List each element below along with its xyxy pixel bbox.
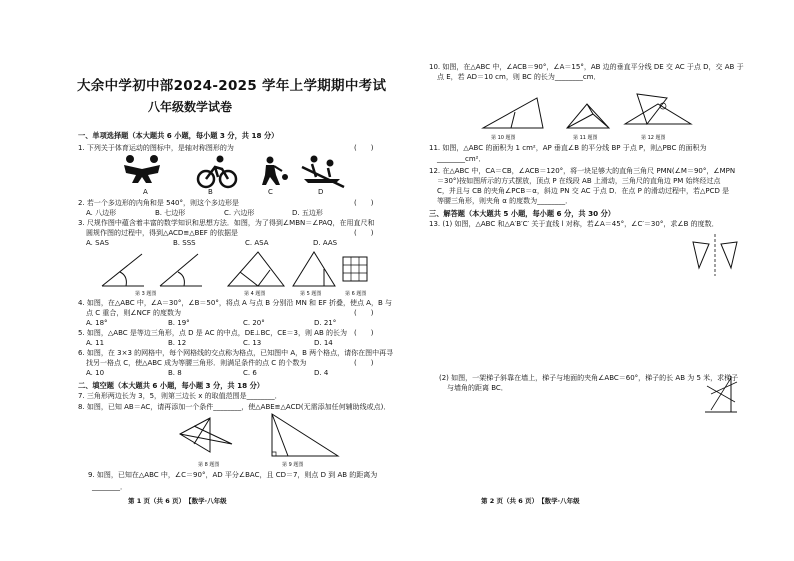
q6-figure-caption: 第 6 题图 xyxy=(345,291,367,297)
q13-part2-text-line2: 与墙角的距离 BC． xyxy=(447,384,508,392)
exam-title: 大余中学初中部2024-2025 学年上学期期中考试 xyxy=(77,78,387,94)
section-3-heading: 三、解答题（本大题共 5 小题，每小题 6 分，共 30 分） xyxy=(429,209,615,218)
q12-text-line2: ＝30°)按如图所示的方式摆放，顶点 P 在线段 AB 上滑动，三角尺的直角边 PM 始终经过点 xyxy=(437,177,721,185)
q6-figure xyxy=(342,256,368,286)
q3-option-c: C. ASA xyxy=(245,239,269,247)
right-page xyxy=(397,0,794,561)
q12-text-line3: C，并且与 CB 的夹角∠PCB＝α，斜边 PN 交 AC 于点 D．在点 P 的滑动过程中，若△PCD 是 xyxy=(437,187,730,195)
q4-text-line1: 4. 如图，在△ABC 中，∠A＝30°，∠B＝50°，将点 A 与点 B 分别沿 MN 和 EF 折叠，使点 A，B 与 xyxy=(78,299,392,307)
q1-label-c: C xyxy=(268,188,273,196)
page-2-footer: 第 2 页（共 6 页） 【数学·八年级 xyxy=(481,497,580,505)
q3-answer-paren: ( ) xyxy=(354,229,374,237)
q6-answer-paren: ( ) xyxy=(354,359,374,367)
q6-text-line1: 6. 如图，在 3×3 的网格中，每个网格线的交点称为格点，已知图中 A，B 两个格点，请你在图中再寻 xyxy=(78,349,394,357)
q6-option-a: A. 10 xyxy=(86,369,105,377)
page-1-footer: 第 1 页（共 6 页） 【数学·八年级 xyxy=(128,497,227,505)
q2-answer-paren: ( ) xyxy=(354,199,374,207)
q7-text: 7. 三角形两边长为 3，5，则第三边长 x 的取值范围是________． xyxy=(78,392,282,400)
q4-figure xyxy=(226,248,286,294)
q5-answer-paren: ( ) xyxy=(354,329,374,337)
q2-option-d: D. 五边形 xyxy=(292,209,323,217)
q13-part2-text-line1: (2) 如图，一架梯子斜靠在墙上，梯子与地面的夹角∠ABC＝60°，梯子的长 AB 为 5 米，求梯子 xyxy=(439,374,739,382)
q6-option-b: B. 8 xyxy=(168,369,182,377)
q12-figure xyxy=(623,88,693,136)
q13-part1-text: 13. (1) 如图，△ABC 和△A′B′C′ 关于直线 l 对称，若∠A＝45°，∠C′＝30°，求∠B 的度数． xyxy=(429,220,719,228)
q3-option-a: A. SAS xyxy=(86,239,109,247)
q6-option-c: C. 6 xyxy=(243,369,257,377)
q3-text-line2: 圆规作图的过程中，得到△ACD≌△BEF 的依据是 xyxy=(86,229,239,237)
q11-text-line2: ________cm²． xyxy=(437,155,486,163)
q5-figure-caption: 第 5 题图 xyxy=(300,291,322,297)
rowing-icon xyxy=(302,156,344,188)
q1-label-d: D xyxy=(318,188,324,196)
q3-text-line1: 3. 尺规作图中蕴含着丰富的数学知识和思想方法．如图，为了得到∠MBN＝∠PAQ，在用直尺和 xyxy=(78,219,375,227)
q4-answer-paren: ( ) xyxy=(354,309,374,317)
q5-option-b: B. 12 xyxy=(168,339,187,347)
q11-figure-caption: 第 11 题图 xyxy=(573,135,598,141)
q1-label-a: A xyxy=(143,188,148,196)
q12-figure-caption: 第 12 题图 xyxy=(641,135,666,141)
q11-text-line1: 11. 如图，△ABC 的面积为 1 cm²，AP 垂直∠B 的平分线 BP 于点 P，则△PBC 的面积为 xyxy=(429,144,707,152)
q4-text-line2: 点 C 重合，则∠NCF 的度数为 xyxy=(86,309,181,317)
section-1-heading: 一、单项选择题（本大题共 6 小题，每小题 3 分，共 18 分） xyxy=(78,131,279,140)
q13-part2-figure xyxy=(701,372,741,420)
exam-subtitle: 八年级数学试卷 xyxy=(148,100,233,114)
q1-label-b: B xyxy=(208,188,213,196)
q9-figure xyxy=(252,410,342,464)
q2-text: 2. 若一个多边形的内角和是 540°，则这个多边形是 xyxy=(78,199,239,207)
q10-figure xyxy=(481,90,545,136)
q8-figure xyxy=(176,414,236,460)
q1-text: 1. 下列关于体育运动的图标中，是轴对称图形的为 xyxy=(78,144,234,152)
q1-icons xyxy=(118,153,348,199)
q2-option-a: A. 八边形 xyxy=(86,209,117,217)
q4-option-a: A. 18° xyxy=(86,319,108,327)
cycling-icon xyxy=(198,156,236,188)
q10-figure-caption: 第 10 题图 xyxy=(491,135,516,141)
section-2-heading: 二、填空题（本大题共 6 小题，每小题 3 分，共 18 分） xyxy=(78,381,264,390)
q1-answer-paren: ( ) xyxy=(354,144,374,152)
q2-option-c: C. 六边形 xyxy=(224,209,255,217)
q11-figure xyxy=(565,100,611,136)
q3-option-d: D. AAS xyxy=(313,239,338,247)
q12-text-line1: 12. 在△ABC 中，CA＝CB，∠ACB＝120°，将一块足够大的直角三角尺 PMN(∠M＝90°，∠MPN xyxy=(429,167,736,175)
q2-option-b: B. 七边形 xyxy=(155,209,186,217)
q10-text-line2: 点 E，若 AD＝10 cm，则 BC 的长为________cm． xyxy=(437,73,601,81)
q4-option-c: C. 20° xyxy=(243,319,265,327)
q9-text-line2: ________． xyxy=(92,483,127,491)
q5-figure xyxy=(291,248,337,294)
q12-text-line4: 等腰三角形，则夹角 α 的度数为________． xyxy=(437,197,573,205)
q4-option-d: D. 21° xyxy=(314,319,337,327)
q5-option-c: C. 13 xyxy=(243,339,262,347)
q5-option-d: D. 14 xyxy=(314,339,333,347)
q9-text-line1: 9. 如图，已知在△ABC 中，∠C＝90°，AD 平分∠BAC，且 CD＝7，则点 D 到 AB 的距离为 xyxy=(88,471,378,479)
q4-option-b: B. 19° xyxy=(168,319,190,327)
q10-text-line1: 10. 如图，在△ABC 中，∠ACB＝90°，∠A＝15°，AB 边的垂直平分线 DE 交 AC 于点 D，交 AB 于 xyxy=(429,63,744,71)
q9-figure-caption: 第 9 题图 xyxy=(282,462,304,468)
q8-text: 8. 如图，已知 AB＝AC，请再添加一个条件________，使△ABE≌△ACD(无需添加任何辅助线或点)． xyxy=(78,403,391,411)
wrestling-icon xyxy=(124,155,160,183)
q3-option-b: B. SSS xyxy=(173,239,196,247)
q3-figure xyxy=(96,248,211,294)
q3-figure-caption: 第 3 题图 xyxy=(135,291,157,297)
q13-part1-figure xyxy=(687,232,747,282)
q5-text: 5. 如图，△ABC 是等边三角形，点 D 是 AC 的中点，DE⊥BC，CE＝3，则 AB 的长为 xyxy=(78,329,347,337)
q8-figure-caption: 第 8 题图 xyxy=(198,462,220,468)
q6-text-line2: 找另一格点 C，使△ABC 成为等腰三角形．则满足条件的点 C 的个数为 xyxy=(86,359,307,367)
q5-option-a: A. 11 xyxy=(86,339,105,347)
q4-figure-caption: 第 4 题图 xyxy=(244,291,266,297)
basketball-icon xyxy=(262,157,288,186)
q6-option-d: D. 4 xyxy=(314,369,329,377)
